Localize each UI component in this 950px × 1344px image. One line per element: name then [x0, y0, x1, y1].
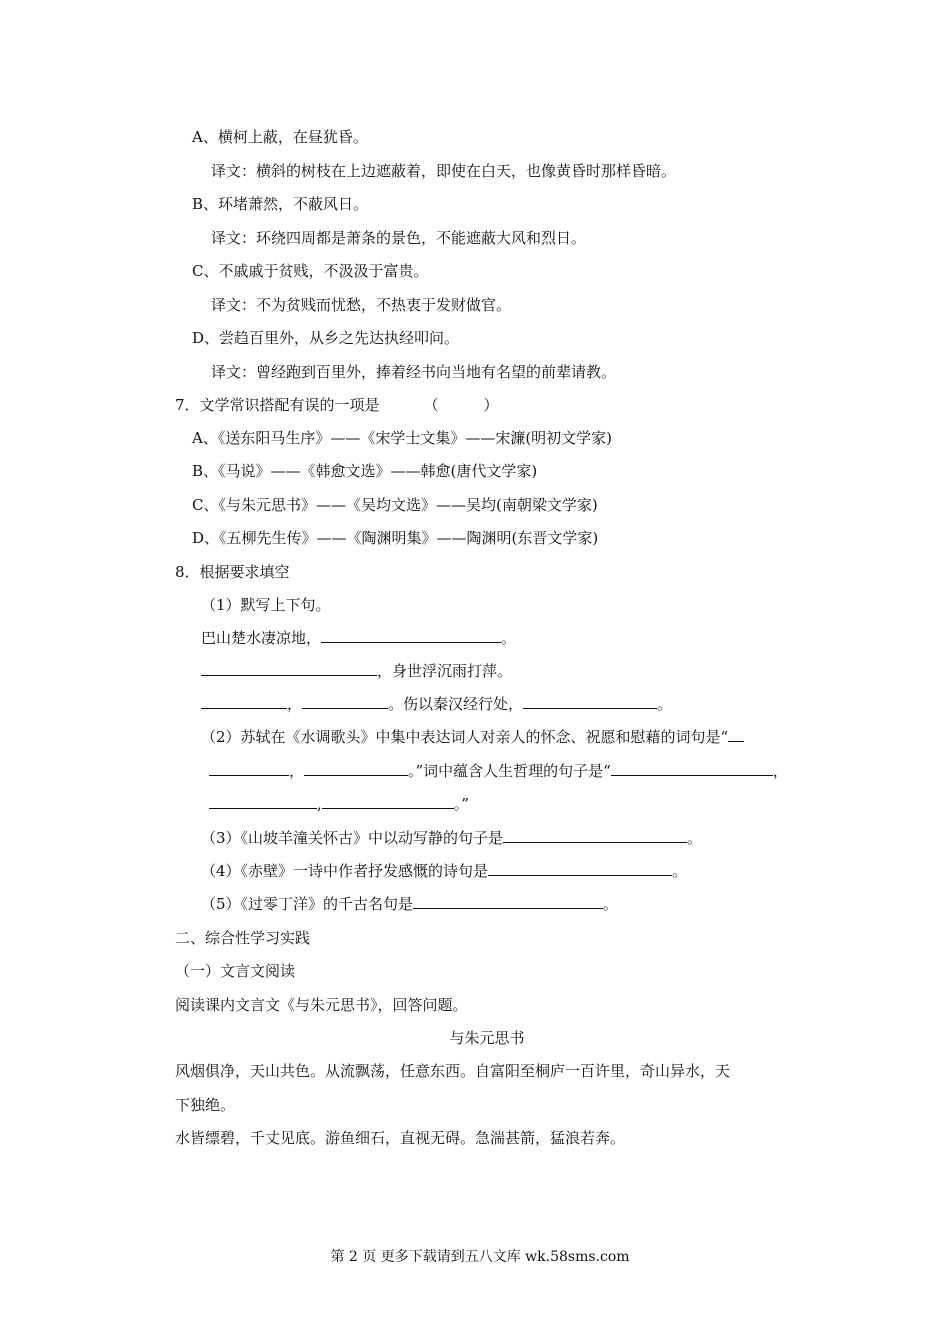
q8-part1-prompt: （1）默写上下句。 — [201, 596, 331, 614]
fill-blank[interactable] — [488, 861, 672, 876]
article-para1-line1: 风烟俱净，天山共色。从流飘荡，任意东西。自富阳至桐庐一百许里，奇山异水，天 — [175, 1062, 731, 1080]
punctuation: ， — [289, 762, 305, 780]
fill-blank[interactable] — [503, 828, 687, 843]
q8-part2-line3 — [209, 794, 469, 814]
q8-part5-prompt: （5）《过零丁洋》的千古名句是 — [201, 895, 414, 913]
q8-part1-line3-text: 。伤以秦汉经行处， — [388, 695, 524, 713]
q8-part2-line2-text: 。”词中蕴含人生哲理的句子是“ — [408, 762, 611, 780]
q8-part2-line2 — [209, 761, 788, 781]
page-footer — [0, 1248, 950, 1266]
q8-part4-prompt: （4）《赤壁》一诗中作者抒发感慨的诗句是 — [201, 862, 489, 880]
q8-part1-line3 — [201, 694, 672, 714]
fill-blank[interactable] — [523, 694, 657, 709]
q8-part1-line2 — [201, 661, 512, 681]
punctuation: 。 — [501, 629, 517, 647]
fill-blank[interactable] — [321, 628, 501, 643]
q6-option-d: D、尝趋百里外，从乡之先达执经叩问。 — [192, 329, 460, 347]
q7-option-d: D、《五柳先生传》——《陶渊明集》——陶渊明(东晋文学家) — [192, 529, 599, 547]
q6-option-c-translation: 译文：不为贫贱而忧愁，不热衷于发财做官。 — [211, 296, 512, 314]
q7-option-c: C、《与朱元思书》——《吴均文选》——吴均(南朝梁文学家) — [192, 496, 598, 514]
punctuation: 。 — [687, 829, 703, 847]
section2-intro: 阅读课内文言文《与朱元思书》，回答问题。 — [175, 996, 468, 1014]
fill-blank[interactable] — [209, 794, 317, 809]
article-title — [0, 1028, 950, 1048]
q7-option-b: B、《马说》——《韩愈文选》——韩愈(唐代文学家) — [192, 462, 538, 480]
q8-part1-line1-text: 巴山楚水凄凉地， — [201, 629, 322, 647]
punctuation: ， — [287, 695, 303, 713]
q7-option-a: A、《送东阳马生序》——《宋学士文集》——宋濂(明初文学家) — [192, 429, 613, 447]
fill-blank[interactable] — [209, 761, 289, 776]
q6-option-d-translation: 译文：曾经跑到百里外，捧着经书向当地有名望的前辈请教。 — [211, 363, 617, 381]
fill-blank[interactable] — [302, 694, 388, 709]
article-para1-line2: 下独绝。 — [175, 1096, 236, 1114]
q7-stem-text: 7．文学常识搭配有误的一项是 — [175, 396, 380, 414]
q6-option-a: A、横柯上蔽，在昼犹昏。 — [192, 128, 368, 146]
q8-part1-line1 — [201, 628, 516, 648]
article-title-text: 与朱元思书 — [449, 1029, 525, 1047]
fill-blank[interactable] — [304, 761, 408, 776]
q8-stem: 8．根据要求填空 — [175, 563, 290, 581]
fill-blank[interactable] — [322, 794, 454, 809]
section2-subtitle: （一）文言文阅读 — [175, 962, 296, 980]
page-footer-text: 第 2 页 更多下载请到五八文库 wk.58sms.com — [330, 1249, 630, 1265]
q8-part3 — [201, 828, 702, 848]
punctuation: ， — [772, 762, 788, 780]
q8-part5 — [201, 894, 618, 914]
punctuation: , — [317, 795, 322, 813]
q6-option-a-translation: 译文：横斜的树枝在上边遮蔽着，即使在白天，也像黄昏时那样昏暗。 — [211, 162, 677, 180]
q8-part2-line1 — [201, 727, 744, 747]
article-para2: 水皆缥碧，千丈见底。游鱼细石，直视无碍。急湍甚箭，猛浪若奔。 — [175, 1129, 626, 1147]
q6-option-b-translation: 译文：环绕四周都是萧条的景色，不能遮蔽大风和烈日。 — [211, 229, 587, 247]
fill-blank[interactable] — [201, 661, 377, 676]
fill-blank[interactable] — [611, 761, 773, 776]
q7-answer-bracket: （ ） — [423, 396, 499, 414]
fill-blank[interactable] — [201, 694, 287, 709]
fill-blank[interactable] — [728, 727, 744, 742]
punctuation: 。” — [453, 795, 469, 813]
punctuation: 。 — [657, 695, 673, 713]
punctuation: 。 — [672, 862, 688, 880]
q6-option-c: C、不戚戚于贫贱，不汲汲于富贵。 — [192, 262, 429, 280]
q8-part4 — [201, 861, 687, 881]
q8-part1-line2-text: ，身世浮沉雨打萍。 — [377, 662, 513, 680]
q8-part2-prompt: （2）苏轼在《水调歌头》中集中表达词人对亲人的怀念、祝愿和慰藉的词句是“ — [201, 728, 729, 746]
section2-title: 二、综合性学习实践 — [175, 929, 311, 947]
q7-stem — [175, 395, 499, 415]
fill-blank[interactable] — [413, 894, 603, 909]
punctuation: 。 — [603, 895, 619, 913]
q8-part3-prompt: （3）《山坡羊潼关怀古》中以动写静的句子是 — [201, 829, 504, 847]
q6-option-b: B、环堵萧然，不蔽风日。 — [192, 195, 369, 213]
